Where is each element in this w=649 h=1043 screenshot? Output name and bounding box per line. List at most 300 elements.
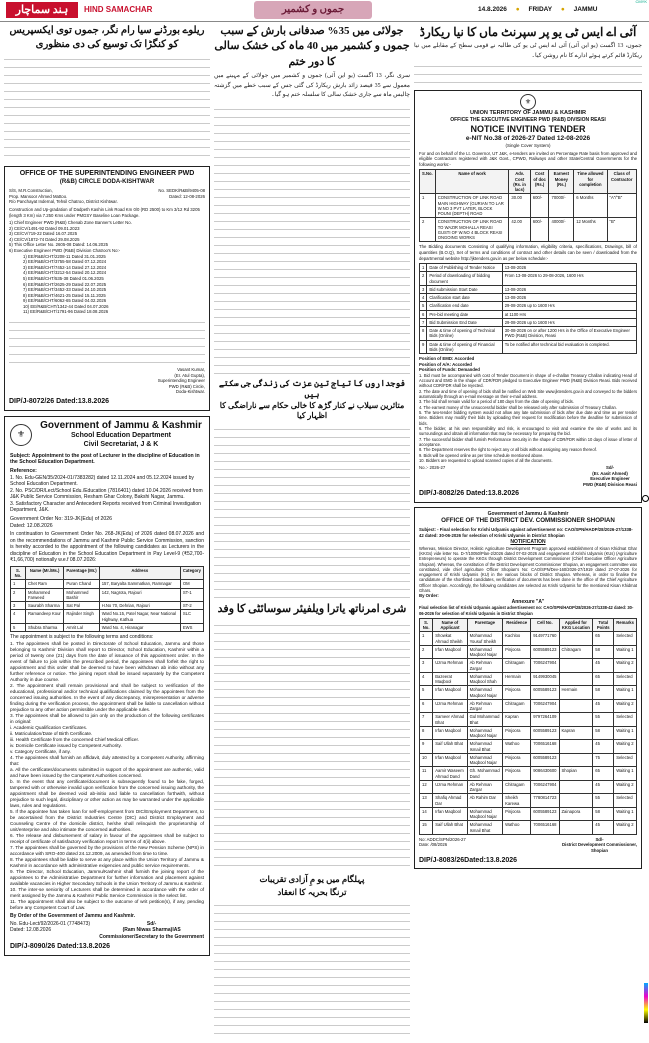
table-header-cell: Cost of doc (Rs.) (530, 170, 549, 194)
table-cell: Bid submission Start Date (427, 285, 502, 293)
pwd-advertisement (4, 166, 210, 411)
middle-article-text-2 (214, 424, 410, 599)
bullet-icon: ● (560, 6, 565, 13)
table-cell: 13-08-2026 (502, 264, 636, 272)
table-cell: Ab Rehman Zargar (467, 659, 503, 673)
table-cell (559, 713, 593, 727)
table-cell: 58 (593, 807, 614, 821)
table-cell: Mohammad Maqbool Najar (467, 686, 503, 700)
table-cell: Uzma Rehman (433, 780, 467, 794)
shopian-body: Whereas, Mission Director, Holistic Agriculture Development Program approved establishment of Kisan Khidmat Ghar (KKGs) vide letter No. D-7/10050/Plan-2/2026 dated 07-02-2026 and engagement of Krishi Udyamis (KUs) (Agriculture Entrepreneurs) to operate the KKGs through District Development Commissioner (Chief Executive Officer Agriculture Shopian). Whereas, the constitution of the District Development Commissioner Shopian, an engagement committee was constituted, vide chief agriculture Officer Shopian's No: CAO/SPN/Dev-160/2026-27/1919 dated 27-07-2026 for engagement of Krishi Udyamis (KU) in the various blocks of District Shopian. Whereas, in order to finalise the candidature of the shortlisted candidates, verification of documents has been done in the office of the Chief Agriculture Officer Shopian. Accordingly, the following candidates are selected as Krishi Udyamis for the mentioned Kisan Khidmat Ghars. (419, 545, 637, 594)
middle-article-text-4 (214, 900, 410, 1040)
table-cell: 40000/- (549, 218, 574, 242)
gov-by-order: By Order of the Government of Jammu and Kashmir. (10, 913, 136, 920)
table-cell: 45 (593, 659, 614, 673)
udyami-row (420, 780, 637, 794)
shopian-by-order: By Order: (419, 593, 439, 599)
dip-number: DIP/J-8072/26 Dated:13.8.2026 (9, 397, 110, 405)
table-cell: Pre-bid meeting date (427, 310, 502, 318)
table-cell: 9 (420, 740, 433, 754)
tender-work-row (420, 194, 637, 218)
table-cell: Mohammad Yousuf Sheikh (467, 632, 503, 646)
edition-city: JAMMU (573, 6, 598, 13)
table-cell: 2 (11, 588, 26, 602)
table-cell: 7006516168 (531, 740, 559, 754)
table-cell: ST-1 (180, 588, 203, 602)
table-cell: 58 (593, 645, 614, 659)
table-cell: Chitragam (503, 780, 531, 794)
tender-terms: 1. Bid must be accompanied with cost of Tender Document in shape of e-challan Treasury Challan indicating Head of Account and EMD in the shape of CDR/FDR pledged to Executive Engineer PWD (R&B) Division Reasi. Bids received without CDR/FDR shall be rejected. 2. The date and time of opening of bids shall be notified on Web Site www.jktenders.gov.in and conveyed to the bidders automatically through an e-mail message on their e-mail address. 3. The bid shall remain valid for a period of 180 days from the date of opening of bids. 4. The earnest money of the unsuccessful bidder shall be released only after submission of Treasury Challan. 5. The two-tender bidding system would not allow any late submission of bids after due date and time as per tender time. Bidders may modify their bids by uploading their request for modification before the deadline for submission of bids. 6. The bidder, at his own responsibility and risk, is encouraged to visit and examine the site of works and its surroundings and obtain all information that may be necessary for preparing the bid. 7. The successful bidder shall furnish Performance Security in the shape of CDR/FDR within 10 days of issue of letter of acceptance. 8. The Department reserves the right to reject any or all bids without assigning any reason thereof. 9. Bids will be opened online as per time schedule mentioned above. 10. Bidders are requested to upload scanned copies of all the documents. (419, 372, 637, 463)
table-cell: Ab Rehman Zargar (467, 780, 503, 794)
table-cell (559, 699, 593, 713)
table-cell: Shopian (559, 767, 593, 781)
pwd-ad-title: OFFICE OF THE SUPERINTENDING ENGINEER PWD (19, 170, 195, 177)
table-cell: 8 (420, 726, 433, 740)
table-header-cell: Cell No. (531, 618, 559, 632)
table-cell: Waiting 1 (614, 807, 637, 821)
table-cell: Ramandeep Kour (25, 610, 63, 624)
table-cell: 9149930045 (531, 672, 559, 686)
table-cell: CONSTRUCTION OF LINK ROAD TO WAZIR MOHALLA REASI GUSTI OF W.NO 4 BLOCK REASI ONGOING WORKS (435, 218, 509, 242)
table-cell: Wathoo (503, 821, 531, 835)
table-cell: Ab Rehman Zargar (467, 699, 503, 713)
left-headline: ریلوے بورڈنے سیا رام نگر، جموں توی ایکسپریس کو کنگڑا تک توسیع کی دی منظوری (9, 25, 205, 50)
table-cell: 3 (420, 285, 427, 293)
bullet-icon: ● (515, 6, 520, 13)
table-cell: 7006247904 (531, 780, 559, 794)
middle-article-text-3 (214, 620, 410, 870)
table-cell: Waiting 1 (614, 767, 637, 781)
table-cell: Mohammed Bashir (64, 588, 99, 602)
table-cell: 5 (11, 623, 26, 631)
tender-title: NOTICE INVITING TENDER (470, 123, 586, 134)
table-cell: Irfan Maqbool (433, 807, 467, 821)
dip-number: DIP/J-8090/26 Dated:13.8.2026 (10, 943, 111, 951)
table-cell: Saif Ullah Bhat (433, 740, 467, 754)
udyami-row (420, 699, 637, 713)
schedule-row (420, 264, 637, 272)
table-cell: Waiting 2 (614, 740, 637, 754)
table-cell: Sheikh Karewa (503, 794, 531, 808)
table-cell: 6 (420, 699, 433, 713)
table-cell: 29-08-2026 up to 1600 Hrs (502, 302, 636, 310)
table-cell: 58 (593, 726, 614, 740)
candidate-row (11, 580, 204, 588)
table-cell: 65 (593, 767, 614, 781)
cmyk-mark: CMYK (635, 0, 647, 4)
table-cell: EWS (180, 623, 203, 631)
table-cell: Sameer Ahmad Bhat (433, 713, 467, 727)
table-cell: 9086430600 (531, 767, 559, 781)
table-cell: 4 (420, 672, 433, 686)
udyami-row (420, 632, 637, 646)
table-cell: Mohammad Ismail Bhat (467, 821, 503, 835)
table-cell (559, 780, 593, 794)
gov-order-date: Dated: 12.08.2026 (10, 522, 53, 529)
table-cell: From 13-08-2026 to 29-08-2026, 1600 Hrs (502, 272, 636, 286)
table-cell: 142, Nagrota, Rajouri (99, 588, 180, 602)
table-cell: 15 (420, 821, 433, 835)
table-cell: Waiting 1 (614, 726, 637, 740)
table-cell: Pinjoora (503, 686, 531, 700)
udyami-row (420, 767, 637, 781)
table-cell: Waiting 2 (614, 699, 637, 713)
table-cell: 2 (420, 272, 427, 286)
shopian-notification-label: NOTIFICATION (510, 539, 546, 546)
table-cell: Selected (614, 713, 637, 727)
table-cell: Bazeerat Maqbool (433, 672, 467, 686)
table-cell: 6005589123 (531, 753, 559, 767)
table-cell: Kapran (559, 726, 593, 740)
registration-mark-icon (642, 495, 649, 502)
table-cell: 70000/- (549, 194, 574, 218)
table-header-cell: Remarks (614, 618, 637, 632)
udyami-row (420, 659, 637, 673)
table-cell: Date of Publishing of Tender Notice (427, 264, 502, 272)
schedule-row (420, 327, 637, 341)
table-cell: 4 (420, 294, 427, 302)
table-cell: Rajinder Singh (64, 610, 99, 624)
middle-article-text (214, 104, 410, 374)
right-lead: جموں، 13 اگست (یو این آئی) آئی اے ایس ٹی یو کی طالبہ نے قومی سطح کے مقابلے میں نیا ریکارڈ قائم کرتے ہوئے ادارے کا نام روشن کیا۔ (414, 43, 642, 59)
table-cell: Date & time of opening of Technical Bids (Online) (427, 327, 502, 341)
table-cell: Pinjoora (503, 645, 531, 659)
gov-reference-label: Reference: (10, 468, 37, 475)
table-cell: Ab Rahim Dar (467, 794, 503, 808)
gov-conditions: 1. The appointees shall be posted in Directorate of School Education, Jammu and those belonging to Kashmir Division shall report to Director, School Education, Kashmir within a period of twenty one (21) days from the date of issuance of this appointment order. In the event of failure to join within the prescribed period, the appointees shall forfeit the right to appointment and this order shall be deemed to have been withdrawn ab initio without any further reference or notice. The joining report shall be issued separately by the Competent Authority in due course. 2. The appointment shall remain provisional and shall be subject to verification of the educational, professional and/or technical qualifications claimed by the appointees from the concerned issuing authorities. In the event of any discrepancy, misrepresentation or adverse finding during the verification process, the appointment shall be liable to cancellation without prejudice to any other action permissible under the applicable rules. 3. The appointees shall be allowed to join only on the production of the following certificates in original: i. Academic Qualification Certificates. ii. Matriculation/Date of Birth Certificate. iii. Health Certificate from the concerned Chief Medical Officer. iv. Domicile Certificate issued by Competent Authority. v. Category Certificate, if any. 4. The appointees shall furnish an affidavit, duly attested by a Competent Authority, affirming that: a. All the certificates/documents submitted in support of the appointment are authentic, valid and have been issued by the Competent Authorities concerned. b. In the event that any certificate/document is subsequently found to be fake, forged, tampered with or otherwise invalid upon verification from the concerned issuing authority, the appointment shall be deemed void ab-initio and liable to cancellation forthwith, without prejudice to such legal, disciplinary or other action as may be warranted under the applicable laws, rules and regulations. 5. If the appointee has taken loan for self-employment from DIC/Employment Department, to be ascertained from the District Industries Centre (DIC) and District Employment and Counseling Centre of the domicile district, he/she shall relinquish the proprietorship of unit/enterprise and also intimate the concerned authorities. 6. The release and disbursement of salary in favour of the appointees shall be subject to receipt of certificate of satisfactory verification report in terms of 4(ii) above. 7. The appointees shall be governed by the provisions of the New Pension Scheme (NPS) in accordance with SRO-400 dated 24.12.2009, as amended from time to time. 8. The appointees shall be liable to serve at any place within the Union Territory of Jammu & Kashmir in accordance with administrative exigencies and public service requirements. 9. The Director, School Education, Jammu/Kashmir shall furnish the joining report of the appointees to the Administrative Department for further information and placement against available vacancies in Higher Secondary Schools in the Union Territory of Jammu & Kashmir. 10. The inter-se seniority of Lecturers shall be determined in accordance with the order of merit assigned by the Jammu & Kashmir Public Service Commission in the select list. 11. The appointment shall also be subject to the outcome of writ petition(s), if any, pending before any Competent Court of Law. (10, 640, 204, 911)
table-cell: 29-08-2026 up to 1600 Hrs (502, 318, 636, 326)
table-cell: Shafiq Ahmad Dar (433, 794, 467, 808)
table-header-cell: Name of work (435, 170, 509, 194)
shopian-annex-title: Final selection list of Krishi Udyamis against advertisement no: CAO/SPN/HADP/28/2026-27/1338-42 dated: 30-06-2026 for selection of Krishi Udyamis in District Shopian (419, 605, 634, 616)
udyami-row (420, 821, 637, 835)
table-cell: Zainapora (559, 807, 593, 821)
table-header-cell: Total Points (593, 618, 614, 632)
udyami-row (420, 672, 637, 686)
emblem-icon: ⚜ (520, 94, 536, 110)
tender-work-row (420, 218, 637, 242)
issue-day: FRIDAY (528, 6, 553, 13)
table-cell: Mohammad Maqbool Shah (467, 672, 503, 686)
table-cell: Clarification start date (427, 294, 502, 302)
candidate-row (11, 623, 204, 631)
table-cell: Chet Ram (25, 580, 63, 588)
shopian-office: OFFICE OF THE DISTRICT DEV. COMMISSIONER SHOPIAN (441, 517, 615, 525)
tender-number: e-NIT No.38 of 2026-27 Dated 12-08-2026 (465, 134, 591, 142)
table-cell (559, 821, 593, 835)
udyami-row (420, 740, 637, 754)
table-cell: Uzma Rehman (433, 699, 467, 713)
table-header-cell: S.No. (420, 170, 436, 194)
table-cell: 1 (11, 580, 26, 588)
table-cell: 55 (593, 713, 614, 727)
table-cell: Waiting 2 (614, 659, 637, 673)
table-cell: 8 (420, 327, 427, 341)
table-cell: Irfan Maqbool (433, 726, 467, 740)
schedule-row (420, 318, 637, 326)
table-cell: Pinjoora (503, 753, 531, 767)
newspaper-logo: ہند سماچار (6, 2, 78, 18)
table-header-cell: Applied for KKG Location (559, 618, 593, 632)
table-cell: 1 (420, 194, 436, 218)
table-cell: Saurabh Sharma (25, 602, 63, 610)
shopian-signoff: Sd/- District Development Commissioner, Shopian (562, 836, 637, 854)
tender-signoff: Sd/- (Er. Aasit Ahmed) Executive Engineer PWD (R&B) Division Reasi (583, 465, 637, 487)
education-order-advertisement (4, 416, 210, 956)
udyami-row (420, 713, 637, 727)
table-header-cell: Residence (503, 618, 531, 632)
table-cell: ST-2 (180, 602, 203, 610)
gov-references: 1. No. Edu-GEN/35/2024-01/7383282) dated 12.11.2024 and 05.12.2024 issued by School Education Department. 2. No. PSC/DR/Lect/School Edu./Education (7816401) dated 10.04.2026 received from J&K Public Service Commission, Resham Ghar Colony, Bakshi Nagar, Jammu. 3. Satisfactory Character and Antecedent Reports received from Criminal Investigation Department, J&K. (10, 474, 203, 514)
gov-subject: Subject: Appointment to the post of Lecturer in the discipline of Education in the School Education Department. (10, 452, 200, 466)
middle-headline-3: متاثرین سیلاب نے کنار گڑھ کا خالی حکام سے ناراضگی کا اظہار کیا (219, 401, 405, 421)
table-cell: Irfan Maqbool (433, 686, 467, 700)
table-cell: 600/- (530, 194, 549, 218)
schedule-row (420, 310, 637, 318)
table-cell: Showkat Ahmad Sheikh (433, 632, 467, 646)
table-cell: 11 (420, 767, 433, 781)
table-cell: Mohammad Maqbool Najar (467, 753, 503, 767)
table-header-cell: S. No. (420, 618, 433, 632)
table-cell: 55 (593, 794, 614, 808)
table-header-cell: Address (99, 566, 180, 580)
table-cell: Kapran (503, 713, 531, 727)
shopian-no-ref: No: ADDC/SPN/2026-27 Date: /08/2026 (419, 836, 466, 848)
gov-title: Government of Jammu & Kashmir (40, 419, 202, 431)
table-cell: Gul Mohammad Bhat (467, 713, 503, 727)
shopian-notification (414, 507, 642, 869)
date-strip (478, 6, 605, 14)
table-cell: Pinjoora (503, 767, 531, 781)
right-article-text (414, 61, 642, 87)
table-cell: 12 (420, 780, 433, 794)
right-column (414, 24, 642, 1040)
issue-date: 14.8.2026 (478, 6, 507, 13)
table-header-cell: Adv. Cost (Rs. in lacs) (509, 170, 530, 194)
candidate-row (11, 602, 204, 610)
middle-headline-5: پہلگام میں یو مِ آزادی تقریبات (259, 873, 365, 884)
gov-intro: In continuation to Government Order No. 268-JK(Edu) of 2026 dated 08.07.2026 and on the recommendations of Jammu and Kashmir Public Service Commission, sanction is hereby accorded to the appointment of the following candidates as Lecturers in the discipline of Education in the School Education Department in Pay Level-9 (₹52,700-₹1,66,700) notionally w.e.f 08.07.2026: (10, 531, 204, 564)
table-cell: 65 (593, 632, 614, 646)
tender-cover: (Single Cover System) (505, 142, 551, 148)
table-cell: 6005589123 (531, 686, 559, 700)
table-cell: Mohammad Maqbool Najar (467, 726, 503, 740)
gov-order-no: Government Order No: 319-JK(Edu) of 2026 (10, 515, 113, 522)
dip-number: DIP/J-8082/26 Dated:13.8.2026 (419, 490, 520, 498)
table-cell: 45 (593, 740, 614, 754)
table-cell: Sat Pal (64, 602, 99, 610)
brand-name: HIND SAMACHAR (84, 5, 153, 14)
table-header-cell: Parentage (Mr.) (64, 566, 99, 580)
table-header-cell: Name (Mr./Ms.) (25, 566, 63, 580)
table-cell: Hermain (503, 672, 531, 686)
table-cell (559, 794, 593, 808)
left-column (4, 24, 210, 1040)
table-header-cell: Category (180, 566, 203, 580)
table-cell: To be notified after technical bid evaluation is completed. (502, 340, 636, 354)
middle-lead: سری نگر، 13 اگست (یو این آئی) جموں و کشمیر میں جولائی کے مہینے میں معمول سے 35 فیصد زائد بارش ریکارڈ کی گئی جس کے سبب خطے میں گزشتہ چالیس ماہ سے جاری خشک سالی کا سلسلہ ختم ہو گیا۔ (214, 73, 410, 99)
table-cell: 7006247904 (531, 659, 559, 673)
table-cell: Bid Submission End Date (427, 318, 502, 326)
table-cell: Selected (614, 794, 637, 808)
shopian-gov: Government of Jammu & Kashmir (487, 511, 569, 518)
table-cell: Chitragam (503, 699, 531, 713)
table-cell: Selected (614, 632, 637, 646)
krishi-udyami-table (419, 618, 637, 835)
section-banner: جموں و کشمیر (254, 1, 372, 19)
table-cell: 2 (420, 218, 436, 242)
table-cell: Mohammad Maqbool Najar (467, 807, 503, 821)
middle-headline-4: شری امرناتھ یاترا ویلفیئر سوسائٹی کا وفد (217, 603, 407, 616)
table-cell: Irfan Maqbool (433, 753, 467, 767)
tender-no-ref: No.:- 2026-27 (419, 465, 446, 471)
table-cell: Gh. Mohammad Dand (467, 767, 503, 781)
table-cell: 9 (420, 340, 427, 354)
table-header-cell: Name of Applicant (433, 618, 467, 632)
color-bar (644, 983, 648, 1023)
schedule-row (420, 294, 637, 302)
tender-works-table (419, 169, 637, 242)
schedule-row (420, 272, 637, 286)
table-cell: 42.00 (509, 218, 530, 242)
pwd-ad-address (9, 188, 205, 205)
tender-schedule-table (419, 263, 637, 354)
table-cell: SLC (180, 610, 203, 624)
gov-signature: Sd/- (Ram Niwas Sharma)IAS Commissioner/Secretary to the Government (99, 920, 204, 940)
table-cell: Shubra Sharma (25, 623, 63, 631)
table-header-cell: Class of Contractor (607, 170, 636, 194)
middle-headline-2: فوجداروں کا تیاج تین عزت کی زندگی جی سکتے ہیں (218, 377, 406, 399)
table-cell: Period of downloading of bidding document (427, 272, 502, 286)
emblem-icon: ⚜ (10, 424, 32, 446)
schedule-row (420, 285, 637, 293)
table-cell: 6 (420, 310, 427, 318)
table-cell: 7780814723 (531, 794, 559, 808)
pwd-ad-signoff: Vasant Kumar, (Er. Atul Gupta), Superintending Engineer PWD (R&B) Circle, Doda-Kishtwar. (157, 366, 205, 395)
table-cell: 30-08-2026 on or after 1200 Hrs in the Office of Executive Engineer PWD (R&B) Division, Reasi (502, 327, 636, 341)
table-cell: 13-08-2026 (502, 285, 636, 293)
table-cell: 5 (420, 302, 427, 310)
masthead (0, 0, 649, 22)
table-cell: Saif Ullah Bhat (433, 821, 467, 835)
candidates-table (10, 566, 204, 632)
table-cell: 65 (593, 672, 614, 686)
table-cell: Kachloo (503, 632, 531, 646)
table-cell (559, 753, 593, 767)
table-cell: 7006516168 (531, 821, 559, 835)
table-cell: Ward No. 4, Hiranagar (99, 623, 180, 631)
table-cell: Hermain (559, 686, 593, 700)
table-cell: 6005589123 (531, 645, 559, 659)
table-cell: Uzma Rehman (433, 659, 467, 673)
table-cell: 45 (593, 699, 614, 713)
udyami-row (420, 753, 637, 767)
tender-office: OFFICE THE EXECUTIVE ENGINEER PWD (R&B) DIVISION REASI (450, 117, 606, 124)
tender-gov: UNION TERRITORY OF JAMMU & KASHMIR (469, 110, 587, 117)
udyami-row (420, 686, 637, 700)
tender-position: Position of EMD: Accorded Position of A/A: Accorded Position of Funds: Demanded (419, 356, 480, 373)
table-cell: 7 (420, 713, 433, 727)
table-cell: Wathoo (503, 740, 531, 754)
table-cell: Aamir Waseem Ahmad Dand (433, 767, 467, 781)
table-cell (559, 659, 593, 673)
table-cell: 2 (420, 645, 433, 659)
table-cell: Waiting 1 (614, 645, 637, 659)
table-header-cell: Time allowed for completion (574, 170, 607, 194)
gov-secretariat: Civil Secretariat, J & K (83, 440, 159, 448)
table-cell: 6005589123 (531, 726, 559, 740)
table-header-cell: Parentage (467, 618, 503, 632)
table-cell: Pinjoora (503, 807, 531, 821)
table-cell: Pinjoora (503, 726, 531, 740)
table-cell: 13 (420, 794, 433, 808)
table-cell: Waiting 2 (614, 780, 637, 794)
table-cell: 157, Baryalta Sammatkan, Ramnagar (99, 580, 180, 588)
table-cell: 9797264109 (531, 713, 559, 727)
candidate-row (11, 610, 204, 624)
udyami-row (420, 726, 637, 740)
right-headline: آئی اے ایس ٹی یو پر سپرنٹ ماں کا نیا ریکارڈ (419, 25, 637, 39)
tender-advertisement (414, 90, 642, 503)
table-cell: 5 (420, 686, 433, 700)
table-cell: 7 (420, 318, 427, 326)
table-cell: 9149771760 (531, 632, 559, 646)
middle-column (214, 24, 410, 1040)
table-cell: Chitragam (559, 645, 593, 659)
table-cell: OM (180, 580, 203, 588)
table-cell (559, 632, 593, 646)
table-cell: 1 (420, 632, 433, 646)
table-cell: 6005589123 (531, 807, 559, 821)
table-cell (559, 740, 593, 754)
table-cell: 4 (11, 610, 26, 624)
table-header-cell: Earnest Money (Rs.) (549, 170, 574, 194)
pwd-ad-subject: Construction and Up-gradation of Dadpeth Kashin Link Road Km 0/0 (RD 2500) to Km 3/12 Rd 3205 (length 3 Km) via 7.250 Kms under PMGSY Baseline Loan Package. (9, 206, 200, 218)
table-cell: CONSTRUCTION OF LINK ROAD MAIN HIGHWAY (GURIAN TO LAR W.NO 3 PVT LATER, BLOCK POUNI (DEPTH) ROAD (435, 194, 509, 218)
schedule-row (420, 302, 637, 310)
table-cell: Mohammad Maqbool Najar (467, 645, 503, 659)
table-cell: Puran Chand (64, 580, 99, 588)
table-cell: 7006247904 (531, 699, 559, 713)
pwd-ad-body (9, 317, 205, 365)
table-cell: Waiting 1 (614, 686, 637, 700)
table-cell (559, 672, 593, 686)
shopian-subject: Subject: - Final selection for Krishi Udyamis against advertisement no: CAO/SPN/HADP/28/2026-27/1338-42 dated: 30-06-2026 for selection of Krishi Udyamis in District Shopian (419, 527, 633, 538)
table-cell: H.No 70, Dehrian, Rajouri (99, 602, 180, 610)
gov-department: School Education Department (71, 432, 171, 440)
udyami-row (420, 794, 637, 808)
shopian-annex: Annexure "A" (511, 598, 545, 605)
table-cell: Mohammed Farweed (25, 588, 63, 602)
candidate-row (11, 588, 204, 602)
table-cell: 6 Months (574, 194, 607, 218)
table-cell: at 1100 Hrs (502, 310, 636, 318)
gov-endorse-no: No. Edu-Lect/92/2026-01 (7748473) (10, 920, 91, 927)
table-cell: Clarification end date (427, 302, 502, 310)
table-cell: "A"/"B" (607, 194, 636, 218)
table-cell: Chitragam (503, 659, 531, 673)
table-cell: Irfan Maqbool (433, 645, 467, 659)
table-cell: 3 (420, 659, 433, 673)
tender-intro: For and on behalf of the Lt. Governor, UT J&K, e-tenders are invited on Percentage Rate basis from approved and eligible Contractors registered with J&K Govt., CPWD, Railways and other State/Central Governments for the following works:- (419, 150, 637, 167)
udyami-row (420, 807, 637, 821)
table-cell: 75 (593, 753, 614, 767)
middle-headline-1: جولائی میں 35% صدفانی بارش کے سبب جموں و کشمیر میں 40 ماہ کی خشک سالی کا دور ختم (214, 25, 410, 68)
table-cell: 45 (593, 821, 614, 835)
table-cell: 45 (593, 780, 614, 794)
table-cell: 13-08-2026 (502, 294, 636, 302)
dip-number: DIP/J-8083/26Dated:13.8.2026 (419, 856, 518, 864)
